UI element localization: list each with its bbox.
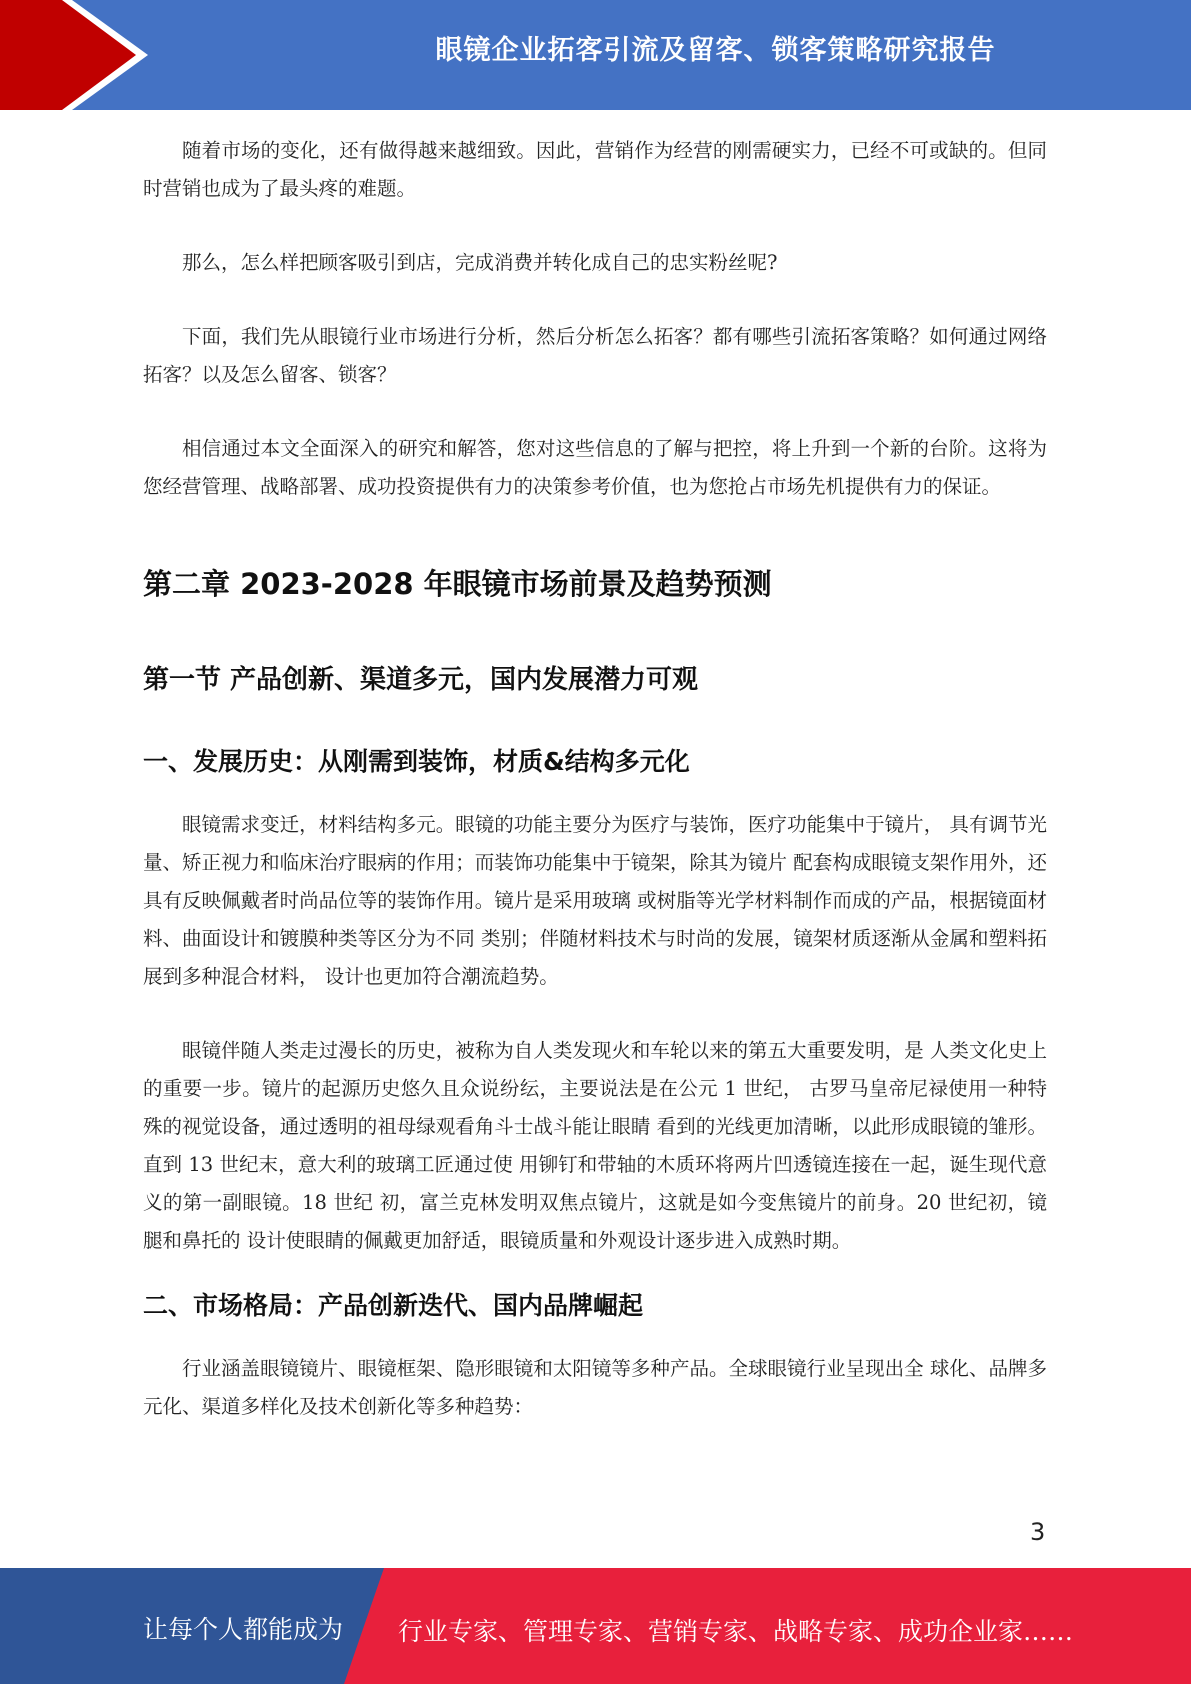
footer-slogan-right: 行业专家、管理专家、营销专家、战略专家、成功企业家…… <box>398 1617 1074 1646</box>
page-header <box>0 0 1191 110</box>
intro-paragraph-1: 随着市场的变化，还有做得越来越细致。因此，营销作为经营的刚需硬实力，已经不可或缺的。但同时营销也成为了最头疼的难题。 <box>143 139 1047 200</box>
history-paragraph-1: 眼镜需求变迁，材料结构多元。眼镜的功能主要分为医疗与装饰，医疗功能集中于镜片， 具有调节光量、矫正视力和临床治疗眼病的作用；而装饰功能集中于镜架，除其为镜片 配套构成眼镜支架作用外，还具有反映佩戴者时尚品位等的装饰作用。镜片是采用玻璃 或树脂等光学材料制作而成的产品，根据镜面材料、曲面设计和镀膜种类等区分为不同 类别；伴随材料技术与时尚的发展，镜架材质逐渐从金属和塑料拓展到多种混合材料， 设计也更加符合潮流趋势。 <box>143 813 1047 988</box>
intro-paragraph-2: 那么，怎么样把顾客吸引到店，完成消费并转化成自己的忠实粉丝呢? <box>182 251 778 274</box>
red-arrow-decoration <box>0 0 240 110</box>
subsection-title-market: 二、市场格局：产品创新迭代、国内品牌崛起 <box>143 1291 644 1320</box>
subsection-title-history: 一、发展历史：从刚需到装饰，材质&结构多元化 <box>143 747 690 776</box>
page-content <box>143 132 1047 1426</box>
footer-slogan-left: 让每个人都能成为 <box>143 1615 344 1644</box>
header-title: 眼镜企业拓客引流及留客、锁客策略研究报告 <box>435 35 996 66</box>
market-paragraph-1: 行业涵盖眼镜镜片、眼镜框架、隐形眼镜和太阳镜等多种产品。全球眼镜行业呈现出全 球化、品牌多元化、渠道多样化及技术创新化等多种趋势： <box>143 1357 1047 1418</box>
chapter-title: 第二章 2023-2028 年眼镜市场前景及趋势预测 <box>143 567 772 601</box>
section-title: 第一节 产品创新、渠道多元，国内发展潜力可观 <box>143 665 699 695</box>
intro-paragraph-3: 下面，我们先从眼镜行业市场进行分析，然后分析怎么拓客？都有哪些引流拓客策略？如何通过网络拓客？以及怎么留客、锁客？ <box>143 325 1047 386</box>
page-footer <box>0 1568 1191 1684</box>
intro-paragraph-4: 相信通过本文全面深入的研究和解答，您对这些信息的了解与把控，将上升到一个新的台阶。这将为您经营管理、战略部署、成功投资提供有力的决策参考价值，也为您抢占市场先机提供有力的保证。 <box>143 437 1047 498</box>
history-paragraph-2: 眼镜伴随人类走过漫长的历史，被称为自人类发现火和车轮以来的第五大重要发明，是 人类文化史上的重要一步。镜片的起源历史悠久且众说纷纭，主要说法是在公元 1 世纪， 古罗马皇帝尼禄使用一种特殊的视觉设备，通过透明的祖母绿观看角斗士战斗能让眼睛 看到的光线更加清晰，以此形成眼镜的雏形。直到 13 世纪末，意大利的玻璃工匠通过使 用铆钉和带轴的木质环将两片凹透镜连接在一起，诞生现代意义的第一副眼镜。18 世纪 初，富兰克林发明双焦点镜片，这就是如今变焦镜片的前身。20 世纪初，镜腿和鼻托的 设计使眼睛的佩戴更加舒适，眼镜质量和外观设计逐步进入成熟时期。 <box>143 1039 1047 1252</box>
page-number: 3 <box>1030 1518 1046 1546</box>
